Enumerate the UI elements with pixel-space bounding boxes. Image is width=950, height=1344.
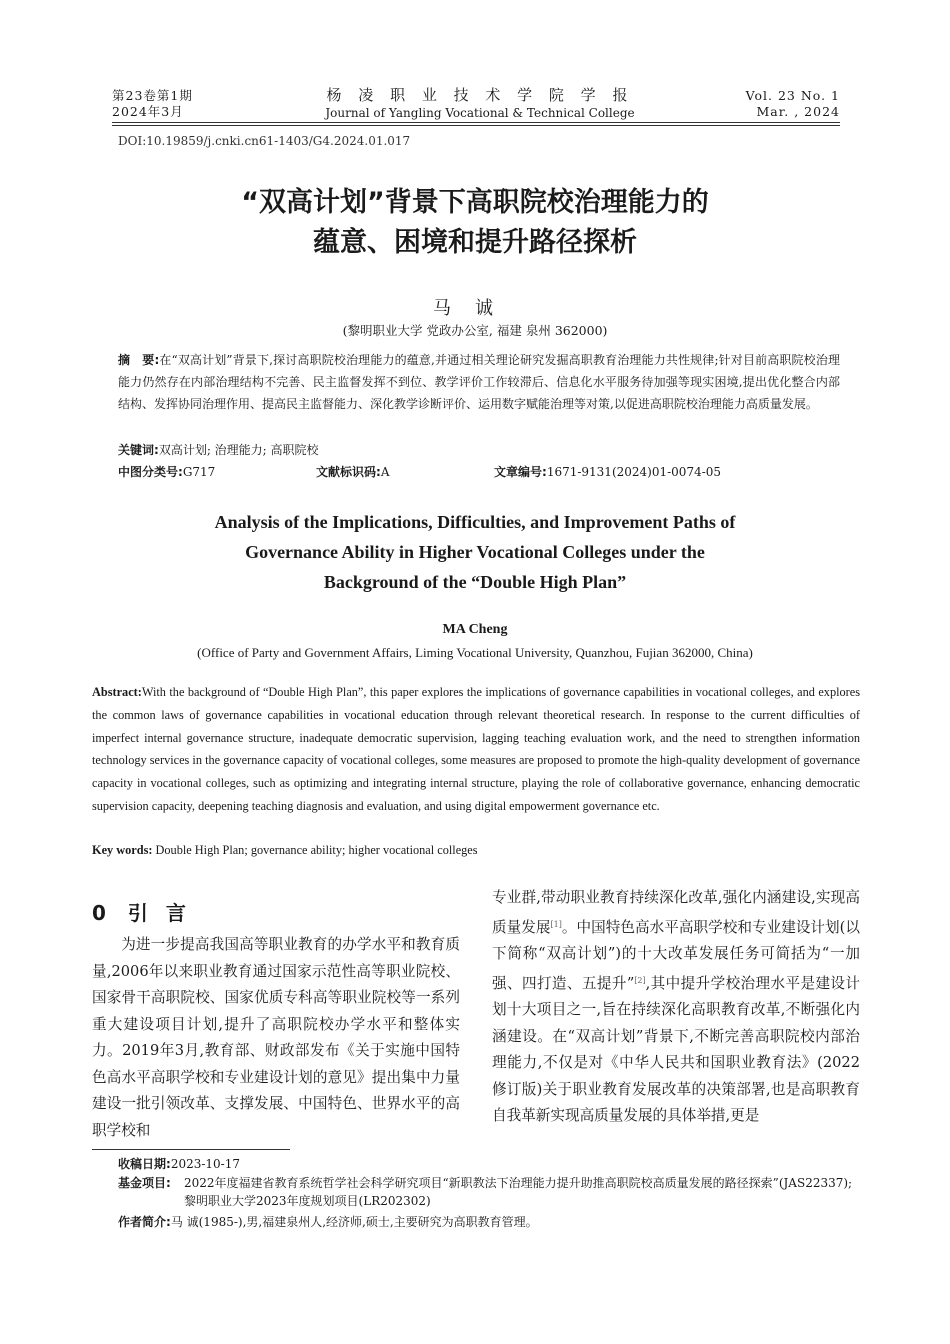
header-volume-cn — [112, 88, 193, 120]
title-cn-line-2: 蕴意、困境和提升路径探析 — [313, 227, 637, 258]
volume-cn: 第23卷第1期 — [112, 88, 193, 103]
author-en: MA Cheng — [442, 622, 508, 637]
keywords-cn — [118, 441, 319, 458]
keywords-en-label: Key words: — [92, 843, 153, 857]
footnote-received — [118, 1155, 860, 1173]
title-en-line-2: Governance Ability in Higher Vocational Colleges under the — [245, 542, 705, 562]
section-title: 引言 — [127, 901, 204, 925]
received-value: 2023-10-17 — [170, 1157, 240, 1171]
clc-number — [118, 463, 215, 480]
fund-label: 基金项目: — [118, 1176, 171, 1190]
header-volume-en — [746, 88, 840, 120]
footnote-fund — [118, 1174, 860, 1210]
affiliation-cn: (黎明职业大学 党政办公室, 福建 泉州 362000) — [342, 323, 608, 338]
body-column-right — [492, 885, 860, 1130]
abstract-en — [92, 681, 860, 818]
doc-code-value: A — [380, 465, 390, 479]
affiliation-en: (Office of Party and Government Affairs, Liming Vocational University, Quanzhou, Fujian 362000, China) — [197, 645, 753, 660]
header-journal — [300, 86, 660, 121]
fund-value: 2022年度福建省教育系统哲学社会科学研究项目“新职教法下治理能力提升助推高职院校高质量发展的路径探索”(JAS22337); 黎明职业大学2023年度规划项目(LR202302) — [184, 1176, 853, 1208]
footnote-rule — [92, 1149, 290, 1150]
title-en-line-1: Analysis of the Implications, Difficulties, and Improvement Paths of — [214, 512, 736, 532]
body-right-part-3: ,其中提升学校治理水平是建设计划十大项目之一,旨在持续深化高职教育改革,不断强化内涵建设。在“双高计划”背景下,不断完善高职院校内部治理能力,不仅是对《中华人民共和国职业教育法》(2022修订版)关于职业教育发展改革的决策部署,也是高职教育自我革新实现高质量发展的具体举措,更是 — [492, 974, 861, 1124]
journal-title-en: Journal of Yangling Vocational & Technical College — [325, 106, 635, 120]
citation-ref-2: [2] — [634, 975, 646, 985]
volume-en: Vol. 23 No. 1 — [745, 88, 840, 103]
document-code — [316, 463, 389, 480]
abstract-en-label: Abstract: — [92, 685, 142, 699]
article-number — [494, 463, 721, 480]
keywords-cn-text: 双高计划; 治理能力; 高职院校 — [158, 443, 319, 457]
section-heading — [92, 897, 204, 926]
keywords-cn-label: 关键词: — [118, 443, 159, 457]
citation-ref-1: [1] — [550, 919, 562, 929]
footnote-author — [118, 1213, 860, 1231]
doi: DOI:10.19859/j.cnki.cn61-1403/G4.2024.01.017 — [118, 134, 411, 148]
article-number-label: 文章编号: — [494, 465, 547, 479]
date-en: Mar. , 2024 — [756, 104, 840, 119]
abstract-cn-text: 在“双高计划”背景下,探讨高职院校治理能力的蕴意,并通过相关理论研究发掘高职教育治理能力共性规律;针对目前高职院校治理能力仍然存在内部治理结构不完善、民主监督发挥不到位、教学评价工作较滞后、信息化水平服务待加强等现实困境,提出优化整合内部结构、发挥协同治理作用、提高民主监督能力、深化教学诊断评价、运用数字赋能治理等对策,以促进高职院校治理能力高质量发展。 — [118, 353, 840, 411]
keywords-en-text: Double High Plan; governance ability; higher vocational colleges — [155, 843, 478, 857]
abstract-en-text: With the background of “Double High Plan”, this paper explores the implications of governance capabilities in vocational colleges, and explores the common laws of governance capabilities in vocational education through relevant theoretical research. In response to the current difficulties of imperfect internal governance structure, inadequate democratic supervision, lagging teaching evaluation work, and the need to strengthen information technology services in the governance capacity of vocational colleges, some measures are proposed to promote the high-quality development of governance capacity in vocational colleges, such as optimizing and integrating internal structure, playing the role of collaborative governance, enhancing democratic supervision capacity, deepening teaching diagnosis and evaluation, and using digital empowerment governance etc. — [92, 685, 860, 813]
clc-value: G717 — [182, 465, 216, 479]
title-cn-line-1: “双高计划”背景下高职院校治理能力的 — [241, 187, 709, 218]
header-rule-bottom — [112, 125, 840, 126]
clc-label: 中图分类号: — [118, 465, 183, 479]
body-right-part-2: 。中国特色高水平高职学校和专业建设计划(以下简称“双高计划”)的十大改革发展任务可简括为“一加强、四打造、五提升” — [492, 918, 860, 992]
body-column-left: 为进一步提高我国高等职业教育的办学水平和教育质量,2006年以来职业教育通过国家示范性高等职业院校、国家骨干高职院校、国家优质专科高等职业院校等一系列重大建设项目计划,提升了高职院校办学水平和整体实力。2019年3月,教育部、财政部发布《关于实施中国特色高水平高职学校和专业建设计划的意见》提出集中力量建设一批引领改革、支撑发展、中国特色、世界水平的高职学校和 — [92, 936, 460, 1139]
header-rule-top — [112, 122, 840, 123]
abstract-cn-label: 摘 要: — [118, 353, 160, 367]
article-number-value: 1671-9131(2024)01-0074-05 — [546, 465, 722, 479]
section-number: 0 — [92, 901, 106, 925]
author-bio-value: 马 诚(1985-),男,福建泉州人,经济师,硕士,主要研究为高职教育管理。 — [170, 1215, 538, 1229]
date-cn: 2024年3月 — [112, 104, 184, 119]
author-bio-label: 作者简介: — [118, 1215, 171, 1229]
title-en-line-3: Background of the “Double High Plan” — [323, 572, 627, 592]
title-en — [100, 507, 850, 597]
body-right-part-1: 专业群,带动职业教育持续深化改革,强化内涵建设,实现高质量发展 — [492, 889, 860, 936]
author-cn: 马诚 — [433, 298, 517, 319]
keywords-en — [92, 843, 478, 858]
doc-code-label: 文献标识码: — [316, 465, 381, 479]
journal-title-cn: 杨 凌 职 业 技 术 学 院 学 报 — [326, 86, 634, 104]
title-cn — [100, 183, 850, 263]
received-label: 收稿日期: — [118, 1157, 171, 1171]
abstract-cn — [118, 349, 840, 415]
